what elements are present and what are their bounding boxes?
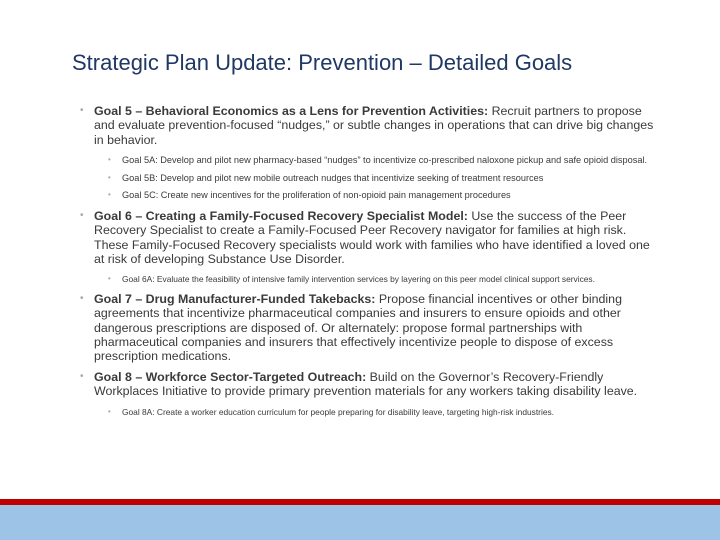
- sub-goal-text: Goal 5A: Develop and pilot new pharmacy-based “nudges” to incentivize co-prescribed naloxone pickup and safe opioid disposal.: [122, 155, 648, 166]
- goal-heading: Goal 7 – Drug Manufacturer-Funded Takebacks:: [94, 291, 376, 306]
- slide-title: Strategic Plan Update: Prevention – Detailed Goals: [72, 50, 573, 75]
- bullet-icon: •: [108, 274, 111, 284]
- goal-8: [80, 370, 660, 417]
- bullet-icon: •: [108, 190, 111, 200]
- bullet-icon: •: [80, 370, 84, 382]
- slide-content: [80, 104, 660, 424]
- goal-text: Use the success of the Peer Recovery Specialist to create a Family-Focused Peer Recovery navigator for families at high risk. These Family-Focused Recovery specialists would work with families who have identified a loved one at risk of developing Substance Use Disorder.: [94, 208, 650, 266]
- sub-goal-5a: [108, 155, 660, 166]
- sub-goal-text: Goal 5C: Create new incentives for the proliferation of non-opioid pain management procedures: [122, 190, 511, 201]
- goal-7: [80, 292, 660, 364]
- bullet-icon: •: [80, 209, 84, 221]
- sub-goal-list: [108, 407, 660, 418]
- goal-heading: Goal 8 – Workforce Sector-Targeted Outreach:: [94, 369, 367, 384]
- bullet-icon: •: [80, 105, 84, 116]
- goal-heading: Goal 5 – Behavioral Economics as a Lens for Prevention Activities:: [94, 104, 489, 118]
- bullet-icon: •: [108, 172, 111, 182]
- goal-text: Build on the Governor’s Recovery-Friendly Workplaces Initiative to provide primary prevention materials for any workers taking disability leave.: [94, 369, 638, 399]
- sub-goal-5b: [108, 173, 660, 184]
- sub-goal-5c: [108, 190, 660, 201]
- goal-5: [80, 104, 660, 201]
- sub-goal-8a: [108, 407, 660, 418]
- goal-heading: Goal 6 – Creating a Family-Focused Recovery Specialist Model:: [94, 208, 468, 223]
- bullet-icon: •: [108, 155, 111, 165]
- goal-text: Propose financial incentives or other binding agreements that incentivize pharmaceutical companies and insurers to ensure opioids and other dangerous prescriptions are disposed of. Or alternately: propose formal partnerships with pharmaceutical companies and insurers that effectively incentivize people to dispose of excess prescription medications.: [94, 291, 622, 364]
- sub-goal-text: Goal 8A: Create a worker education curriculum for people preparing for disability leave, targeting high-risk industries.: [122, 406, 554, 417]
- sub-goal-list: [108, 274, 660, 285]
- sub-goal-list: [108, 155, 660, 201]
- sub-goal-text: Goal 5B: Develop and pilot new mobile outreach nudges that incentivize seeking of treatment resources: [122, 172, 544, 183]
- bullet-icon: •: [80, 292, 84, 304]
- sub-goal-text: Goal 6A: Evaluate the feasibility of intensive family intervention services by layering on this peer model clinical support services.: [122, 274, 595, 285]
- goal-6: [80, 209, 660, 285]
- goal-text: Recruit partners to propose and evaluate prevention-focused “nudges,” or subtle changes in operations that can drive big changes in behavior.: [94, 104, 654, 147]
- bullet-icon: •: [108, 406, 111, 416]
- sub-goal-6a: [108, 274, 660, 285]
- footer-blue-band: [0, 505, 720, 540]
